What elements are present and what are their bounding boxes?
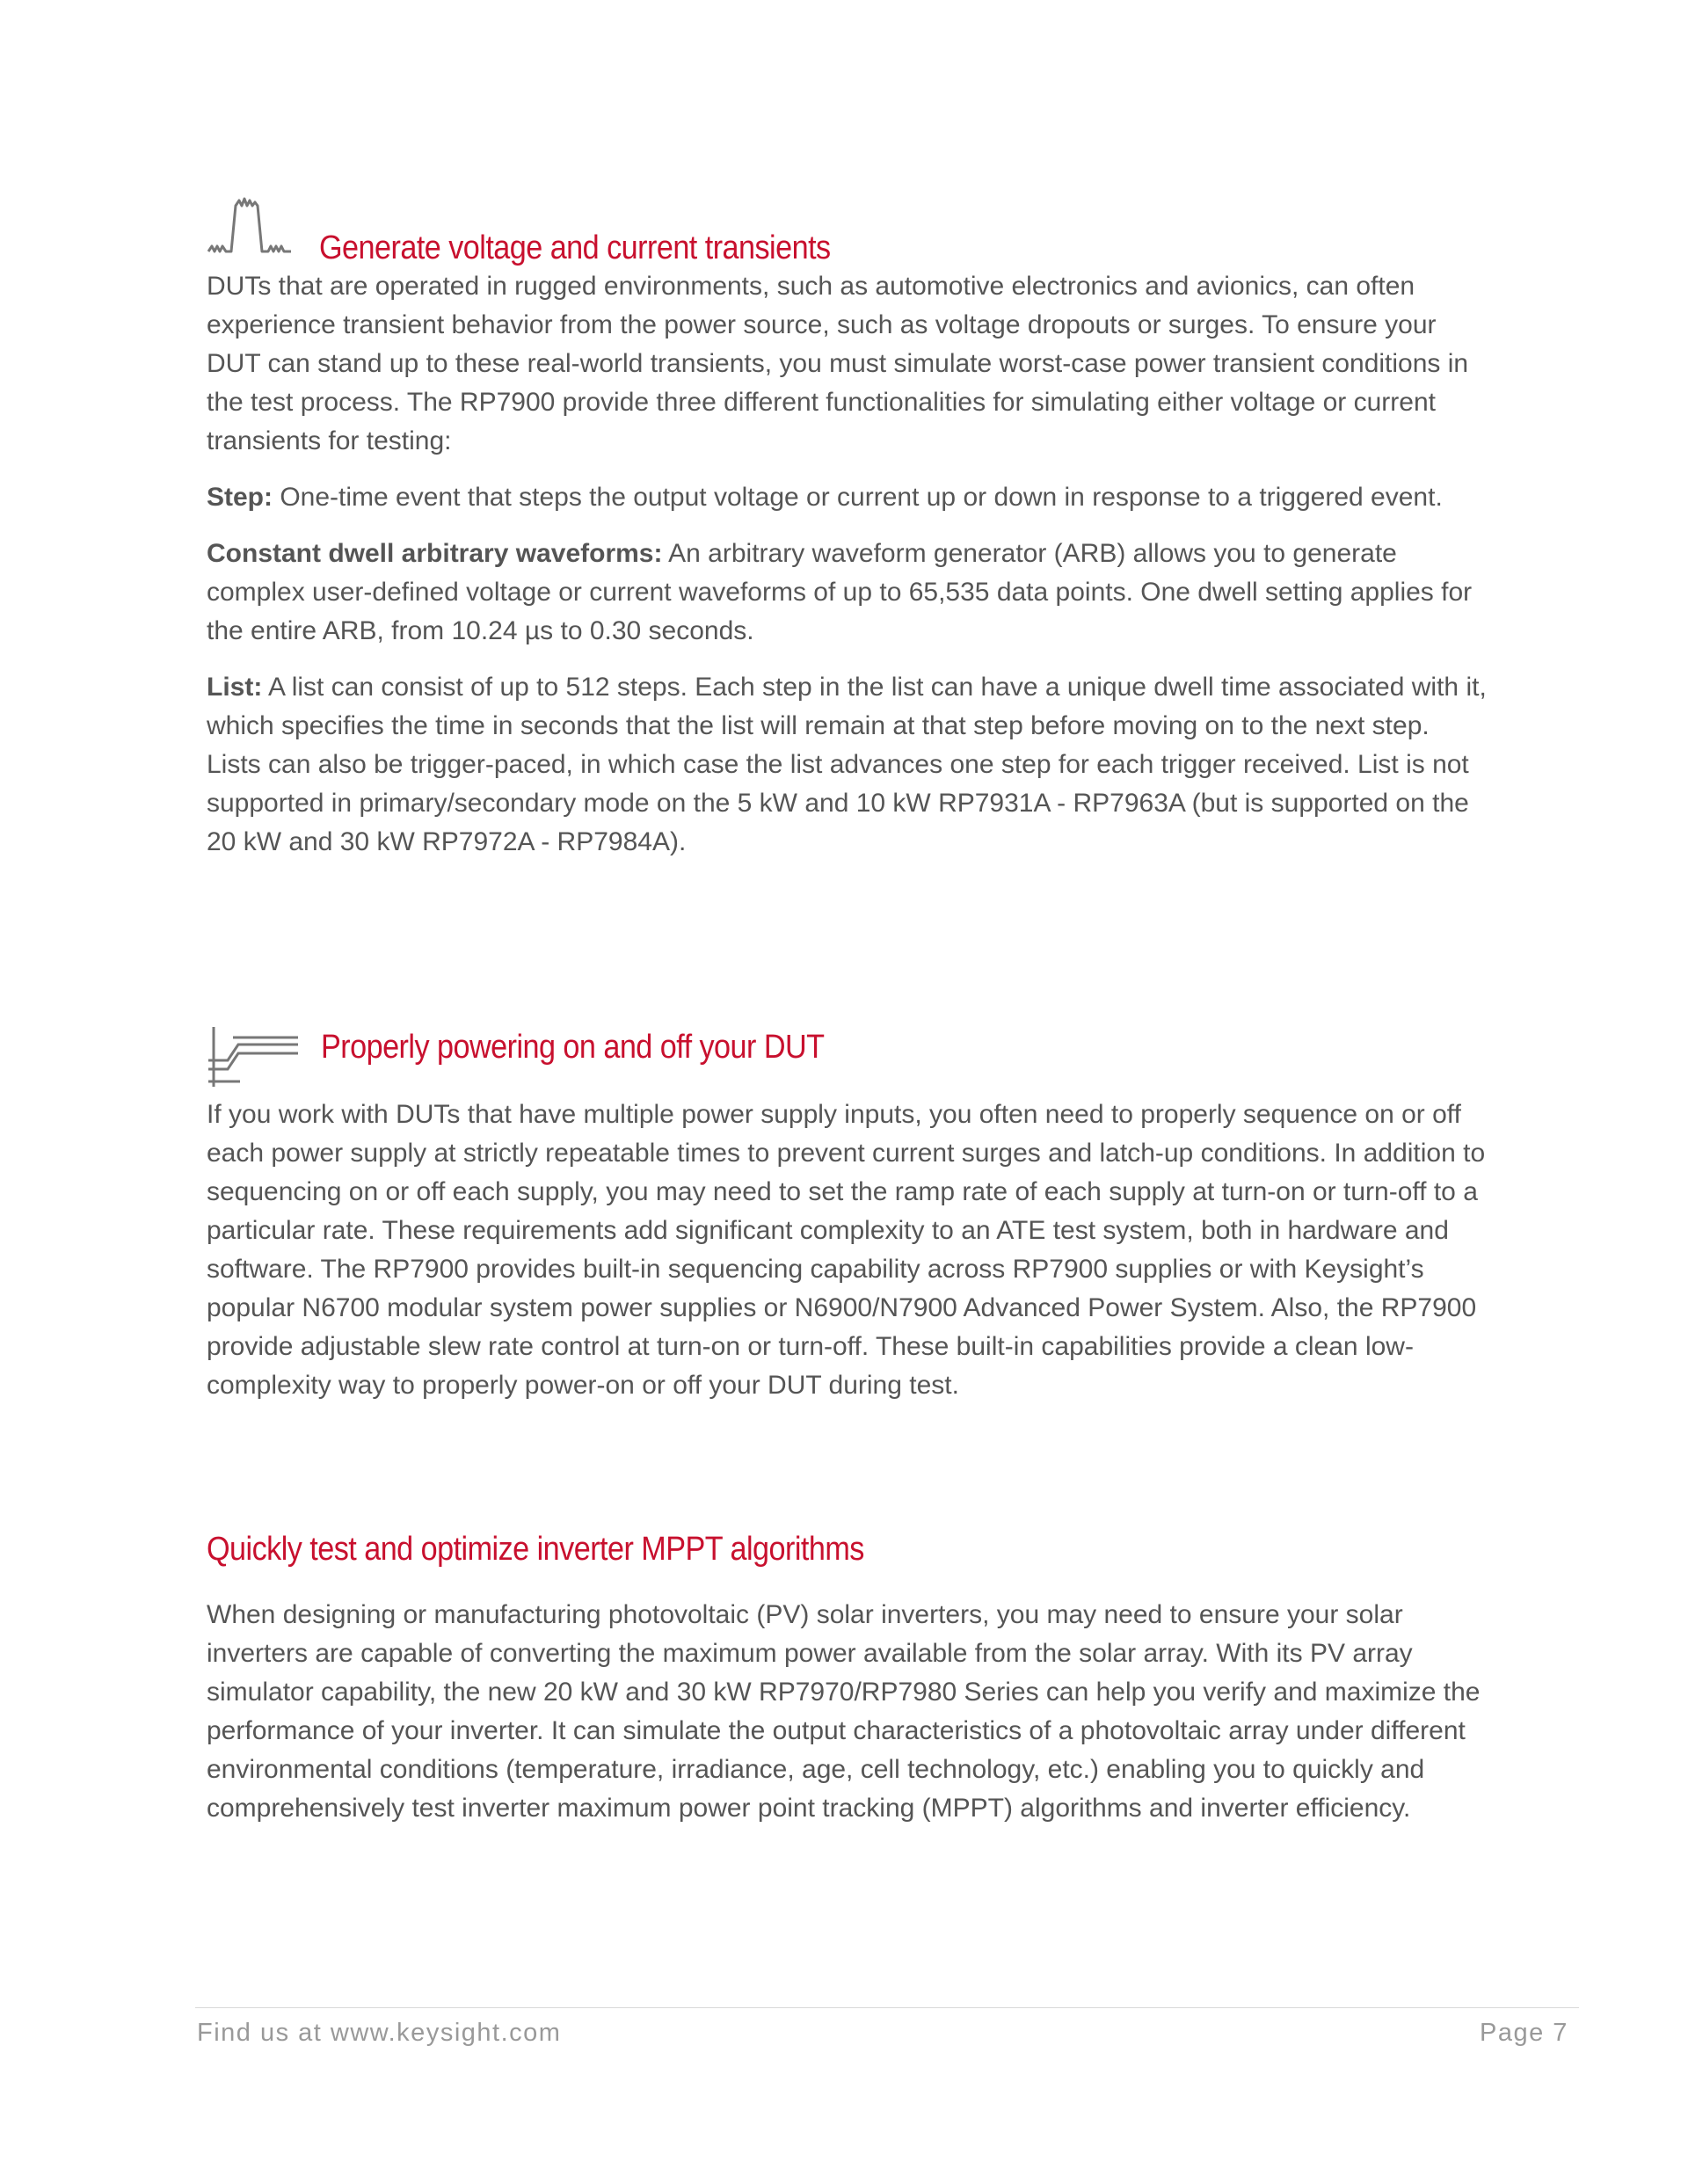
section-powering <box>207 1020 1490 1423</box>
section-intro-paragraph: DUTs that are operated in rugged environments, such as automotive electronics and avionics, can often experience transient behavior from the power source, such as voltage dropouts or surges. To ensure your DUT can stand up to these real-world transients, you must simulate worst-case power transient conditions in the test process. The RP7900 provide three different functionalities for simulating either voltage or current transients for testing: <box>207 272 1469 455</box>
term-description: One-time event that steps the output voltage or current up or down in response to a triggered event. <box>273 483 1443 512</box>
section-heading: Generate voltage and current transients <box>319 229 831 266</box>
term-label: Step: <box>207 483 273 512</box>
power-sequencing-icon <box>207 1020 303 1090</box>
section-heading-row <box>207 195 1490 266</box>
section-transients <box>207 195 1490 879</box>
section-body-paragraph: When designing or manufacturing photovoltaic (PV) solar inverters, you may need to ensure your solar inverters are capable of converting the maximum power available from the solar array. With its PV array simulator capability, the new 20 kW and 30 kW RP7970/RP7980 Series can help you verify and maximize the performance of your inverter. It can simulate the output characteristics of a photovoltaic array under different environmental conditions (temperature, irradiance, age, cell technology, etc.) enabling you to quickly and comprehensively test inverter maximum power point tracking (MPPT) algorithms and inverter efficiency. <box>207 1600 1481 1823</box>
list-item-step <box>207 478 1490 517</box>
section-body-paragraph: If you work with DUTs that have multiple power supply inputs, you often need to properly sequence on or off each power supply at strictly repeatable times to prevent current surges and latch-up conditions. In addition to sequencing on or off each supply, you may need to set the ramp rate of each supply at turn-on or turn-off to a particular rate. These requirements add significant complexity to an ATE test system, both in hardware and software. The RP7900 provides built-in sequencing capability across RP7900 supplies or with Keysight’s popular N6700 modular system power supplies or N6900/N7900 Advanced Power System. Also, the RP7900 provide adjustable slew rate control at turn-on or turn-off. These built-in capabilities provide a clean low-complexity way to properly power-on or off your DUT during test. <box>207 1100 1486 1400</box>
term-description: An arbitrary waveform generator (ARB) allows you to generate complex user-defined voltage or current waveforms of up to 65,535 data points. One dwell setting applies for the entire ARB, from 10.24 µs to 0.30 seconds. <box>207 539 1473 645</box>
section-heading: Quickly test and optimize inverter MPPT algorithms <box>207 1531 864 1568</box>
page-number: Page 7 <box>1480 2019 1568 2047</box>
list-item-list <box>207 668 1490 862</box>
section-heading: Properly powering on and off your DUT <box>321 1029 825 1066</box>
footer-divider <box>195 2007 1579 2008</box>
footer-website: Find us at www.keysight.com <box>197 2019 562 2047</box>
section-heading-row <box>207 1525 1490 1596</box>
term-label: Constant dwell arbitrary waveforms: <box>207 539 663 568</box>
pulse-waveform-icon <box>207 195 295 266</box>
section-heading-row <box>207 1020 1490 1096</box>
list-item-arb <box>207 535 1490 651</box>
section-mppt <box>207 1525 1490 1845</box>
term-label: List: <box>207 673 263 702</box>
term-description: A list can consist of up to 512 steps. Each step in the list can have a unique dwell time associated with it, which specifies the time in seconds that the list will remain at that step before moving on to the next step. Lists can also be trigger-paced, in which case the list advances one step for each trigger received. List is not supported in primary/secondary mode on the 5 kW and 10 kW RP7931A - RP7963A (but is supported on the 20 kW and 30 kW RP7972A - RP7984A). <box>207 673 1487 856</box>
